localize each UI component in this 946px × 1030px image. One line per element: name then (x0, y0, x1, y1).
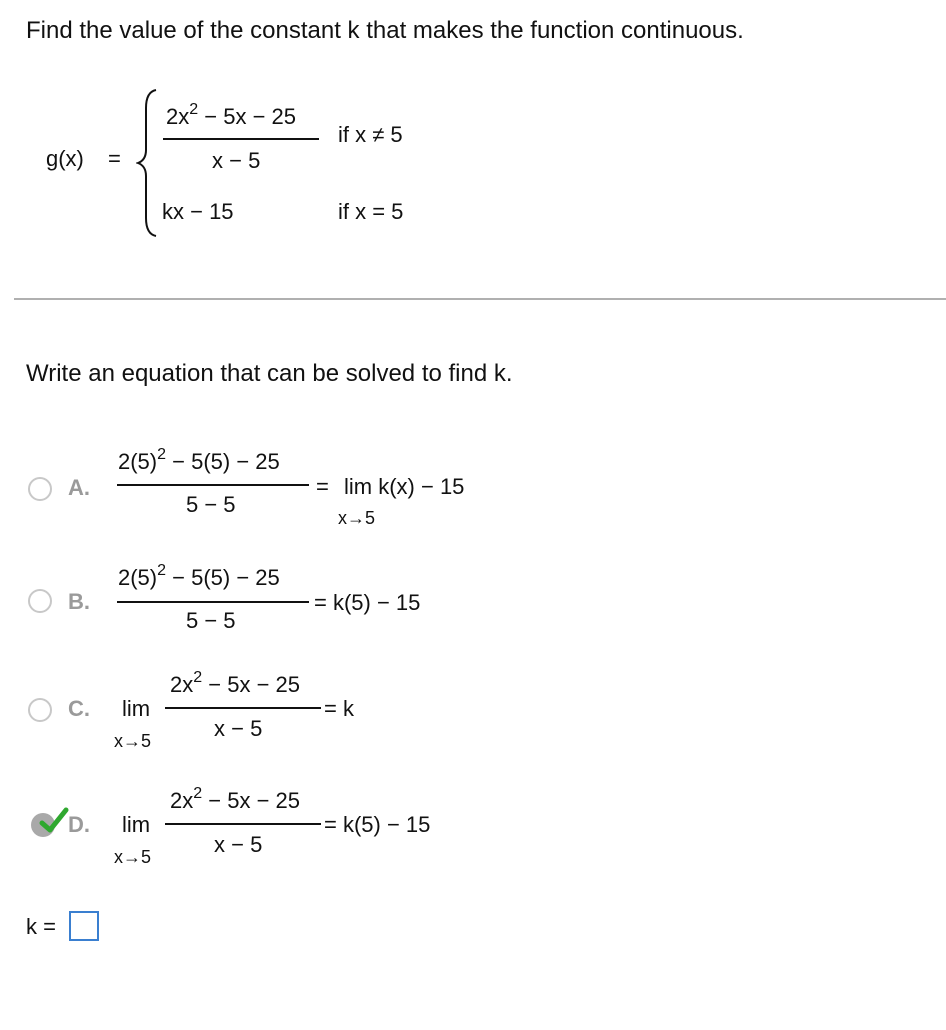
option-a-radio[interactable] (28, 477, 52, 501)
answer-label: k = (26, 914, 56, 939)
checkmark-icon (36, 806, 70, 836)
option-b-radio[interactable] (28, 589, 52, 613)
function-equals: = (108, 146, 121, 171)
option-a-rhs-limit: lim k(x) − 15 (344, 474, 465, 499)
case2-expression: kx − 15 (162, 199, 234, 224)
option-d-numerator: $2x^2 - 5x - 25$ (170, 785, 301, 813)
option-a-letter: A. (68, 475, 90, 500)
function-lhs: g(x) (46, 146, 84, 171)
case2-condition: if x = 5 (338, 199, 404, 224)
option-b-fraction-bar (117, 601, 309, 603)
option-a-fraction-bar (117, 484, 309, 486)
case1-fraction-bar (163, 138, 319, 140)
piecewise-brace (136, 88, 160, 238)
option-d-lim: lim (122, 812, 151, 837)
option-a-limit-subscript: x→5 (338, 508, 376, 528)
option-d-rhs: = k(5) − 15 (324, 812, 431, 837)
option-a-numerator: $2(5)^2 - 5(5) - 25$ (118, 446, 280, 474)
question-prompt: Find the value of the constant k that makes the function continuous. (26, 17, 744, 44)
option-b-rhs: = k(5) − 15 (314, 590, 421, 615)
option-c-radio[interactable] (28, 698, 52, 722)
option-b-denominator: 5 − 5 (186, 608, 236, 633)
option-a-equals: = (316, 474, 329, 499)
option-b-numerator: $2(5)^2 - 5(5) - 25$ (118, 562, 280, 590)
option-c-fraction-bar (165, 707, 321, 709)
option-d-letter: D. (68, 812, 90, 837)
option-c-denominator: x − 5 (214, 716, 263, 741)
part2-prompt: Write an equation that can be solved to find k. (26, 360, 513, 387)
option-d-fraction-bar (165, 823, 321, 825)
case1-numerator: $2x^2 - 5x - 25$ (166, 101, 297, 129)
case1-condition: if x ≠ 5 (338, 122, 403, 147)
option-d-lim-subscript: x→5 (114, 847, 152, 867)
option-c-rhs: = k (324, 696, 354, 721)
section-divider (14, 298, 946, 300)
option-c-lim-subscript: x→5 (114, 731, 152, 751)
option-a-denominator: 5 − 5 (186, 492, 236, 517)
case1-denominator: x − 5 (212, 148, 261, 173)
option-c-numerator: $2x^2 - 5x - 25$ (170, 669, 301, 697)
option-c-lim: lim (122, 696, 151, 721)
answer-input[interactable] (69, 911, 99, 941)
option-b-letter: B. (68, 589, 90, 614)
option-d-denominator: x − 5 (214, 832, 263, 857)
option-c-letter: C. (68, 696, 90, 721)
